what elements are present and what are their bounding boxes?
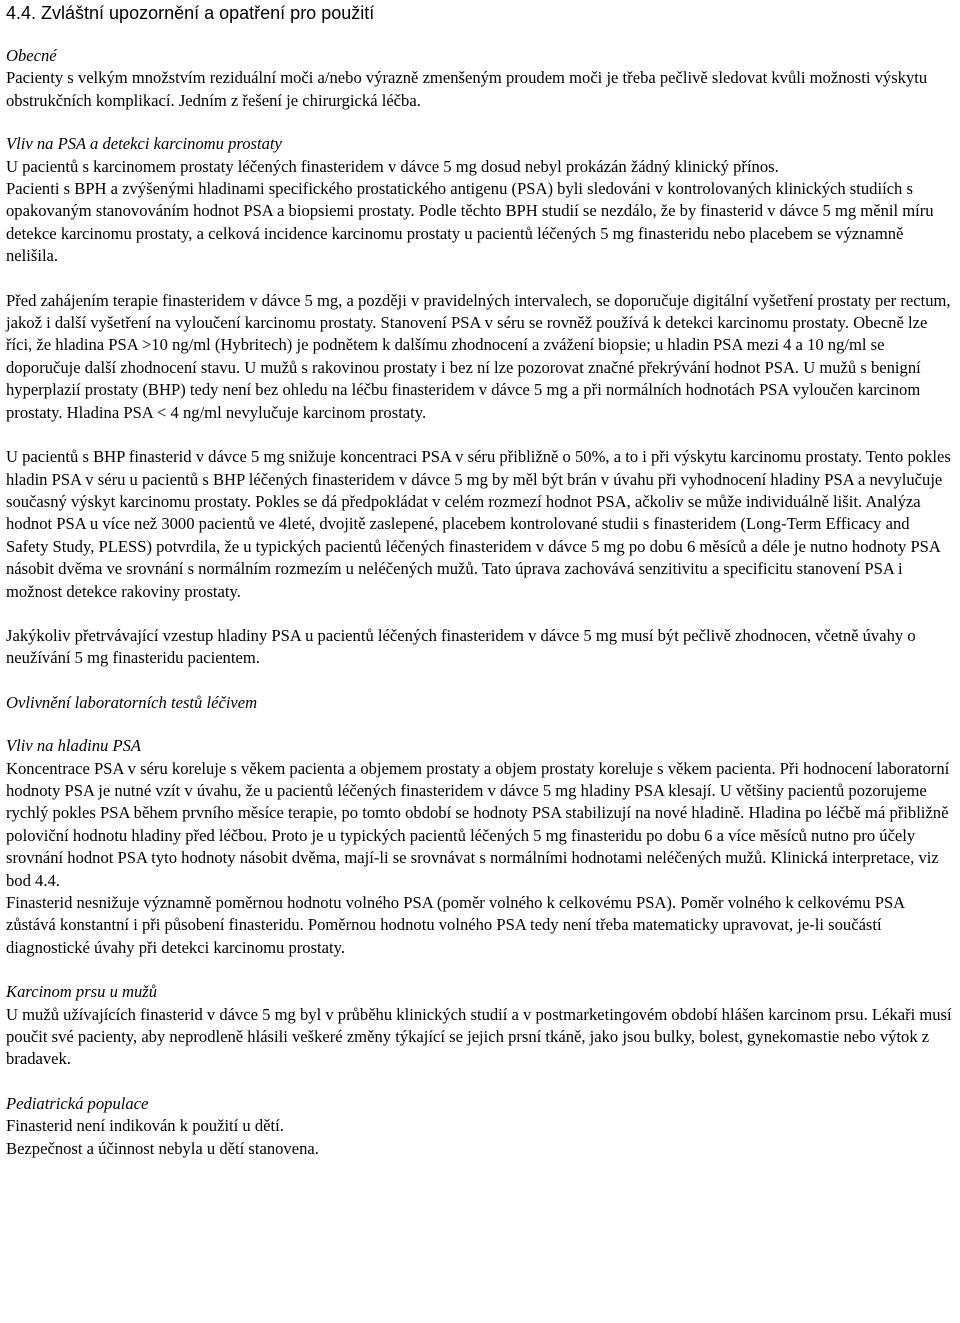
section-general (6, 45, 954, 112)
paragraph-general: Pacienty s velkým množstvím reziduální moči a/nebo výrazně zmenšeným proudem moči je třeba pečlivě sledovat kvůli možnosti výskytu obstrukčních komplikací. Jedním z řešení je chirurgická léčba. (6, 68, 928, 110)
section-psa-level (6, 735, 954, 959)
paragraph-psa-4: U pacientů s BHP finasterid v dávce 5 mg snižuje koncentraci PSA v séru přibližně o 50%, a to i při výskytu karcinomu prostaty. Tento pokles hladin PSA v séru u pacientů s BHP léčených finasteridem v dávce 5 mg by měl být brán v úvahu při vyhodnocení hladiny PSA a nevylučuje současný výskyt karcinomu prostaty. Pokles se dá předpokládat v celém rozmezí hodnot PSA, ačkoliv se může individuálně lišit. Analýza hodnot PSA u více než 3000 pacientů ve 4leté, dvojitě zaslepené, placebem kontrolované studii s finasteridem (Long-Term Efficacy and Safety Study, PLESS) potvrdila, že u typických pacientů léčených finasteridem v dávce 5 mg po dobu 6 měsíců a déle je nutno hodnoty PSA násobit dvěma ve srovnání s normálním rozmezím u neléčených mužů. Tato úprava zachovává senzitivitu a specificitu stanovení PSA i možnost detekce rakoviny prostaty. (6, 447, 951, 601)
paragraph-psa-2: Pacienti s BPH a zvýšenými hladinami specifického prostatického antigenu (PSA) byli sledováni v kontrolovaných klinických studiích s opakovaným stanovováním hodnot PSA a biopsiemi prostaty. Podle těchto BPH studií se nezdálo, že by finasterid v dávce 5 mg měnil míru detekce karcinomu prostaty, a celková incidence karcinomu prostaty u pacientů léčených 5 mg finasteridu nebo placebem se významně nelišila. (6, 179, 934, 266)
paragraph-breast-cancer: U mužů užívajících finasterid v dávce 5 mg byl v průběhu klinických studií a v postmarketingovém období hlášen karcinom prsu. Lékaři musí poučit své pacienty, aby neprodleně hlásili veškeré změny týkající se jejich prsní tkáně, jako jsou bulky, bolest, gynekomastie nebo výtok z bradavek. (6, 1004, 952, 1069)
section-pediatric (6, 1093, 954, 1160)
section-heading: 4.4. Zvláštní upozornění a opatření pro použití (6, 3, 375, 23)
subheading-breast-cancer: Karcinom prsu u mužů (6, 982, 158, 1002)
paragraph-psa-level-2: Finasterid nesnižuje významně poměrnou hodnotu volného PSA (poměr volného k celkovému PSA). Poměr volného k celkovému PSA zůstává konstantní i při působení finasteridu. Poměrnou hodnotu volného PSA tedy není třeba matematicky upravovat, je-li součástí diagnostické úvahy při detekci karcinomu prostaty. (6, 893, 905, 957)
subheading-pediatric: Pediatrická populace (6, 1093, 149, 1113)
section-psa (6, 133, 954, 670)
section-breast-cancer (6, 981, 954, 1071)
subheading-general: Obecné (6, 46, 57, 65)
paragraph-psa-5: Jakýkoliv přetrvávající vzestup hladiny PSA u pacientů léčených finasteridem v dávce 5 mg musí být pečlivě zhodnocen, včetně úvahy o neužívání 5 mg finasteridu pacientem. (6, 625, 916, 668)
paragraph-psa-3: Před zahájením terapie finasteridem v dávce 5 mg, a později v pravidelných intervalech, se doporučuje digitální vyšetření prostaty per rectum, jakož i další vyšetření na vyloučení karcinomu prostaty. Stanovení PSA v séru se rovněž používá k detekci karcinomu prostaty. Obecně lze říci, že hladina PSA >10 ng/ml (Hybritech) je podnětem k dalšímu zhodnocení a zvážení biopsie; u hladin PSA mezi 4 a 10 ng/ml se doporučuje další zhodnocení stavu. U mužů s rakovinou prostaty i bez ní lze pozorovat značné překrývání hodnot PSA. U mužů s benigní hyperplazií prostaty (BHP) tedy není bez ohledu na léčbu finasteridem v dávce 5 mg a při normálních hodnotách PSA vyloučen karcinom prostaty. Hladina PSA < 4 ng/ml nevylučuje karcinom prostaty. (6, 290, 951, 422)
subheading-psa-level: Vliv na hladinu PSA (6, 736, 142, 756)
paragraph-pediatric-1: Finasterid není indikován k použití u dětí. (6, 1116, 284, 1136)
subheading-lab-tests: Ovlivnění laboratorních testů léčivem (6, 692, 258, 712)
paragraph-psa-1: U pacientů s karcinomem prostaty léčených finasteridem v dávce 5 mg dosud nebyl prokázán žádný klinický přínos. (6, 156, 779, 176)
paragraph-pediatric-2: Bezpečnost a účinnost nebyla u dětí stanovena. (6, 1138, 319, 1158)
subheading-psa-detection: Vliv na PSA a detekci karcinomu prostaty (6, 134, 282, 154)
paragraph-psa-level-1: Koncentrace PSA v séru koreluje s věkem pacienta a objemem prostaty a objem prostaty koreluje s věkem pacienta. Při hodnocení laboratorní hodnoty PSA je nutné vzít v úvahu, že u pacientů léčených finasteridem v dávce 5 mg hladiny PSA klesají. U většiny pacientů pozorujeme rychlý pokles PSA během prvního měsíce terapie, po tomto období se hodnoty PSA stabilizují na nové hladině. Hladina po léčbě má přibližně poloviční hodnotu hladiny před léčbou. Proto je u typických pacientů léčených 5 mg finasteridu po dobu 6 a více měsíců nutno pro účely srovnání hodnot PSA tyto hodnoty násobit dvěma, mají-li se srovnávat s normálními hodnotami neléčených mužů. Klinická interpretace, viz bod 4.4. (6, 758, 950, 890)
